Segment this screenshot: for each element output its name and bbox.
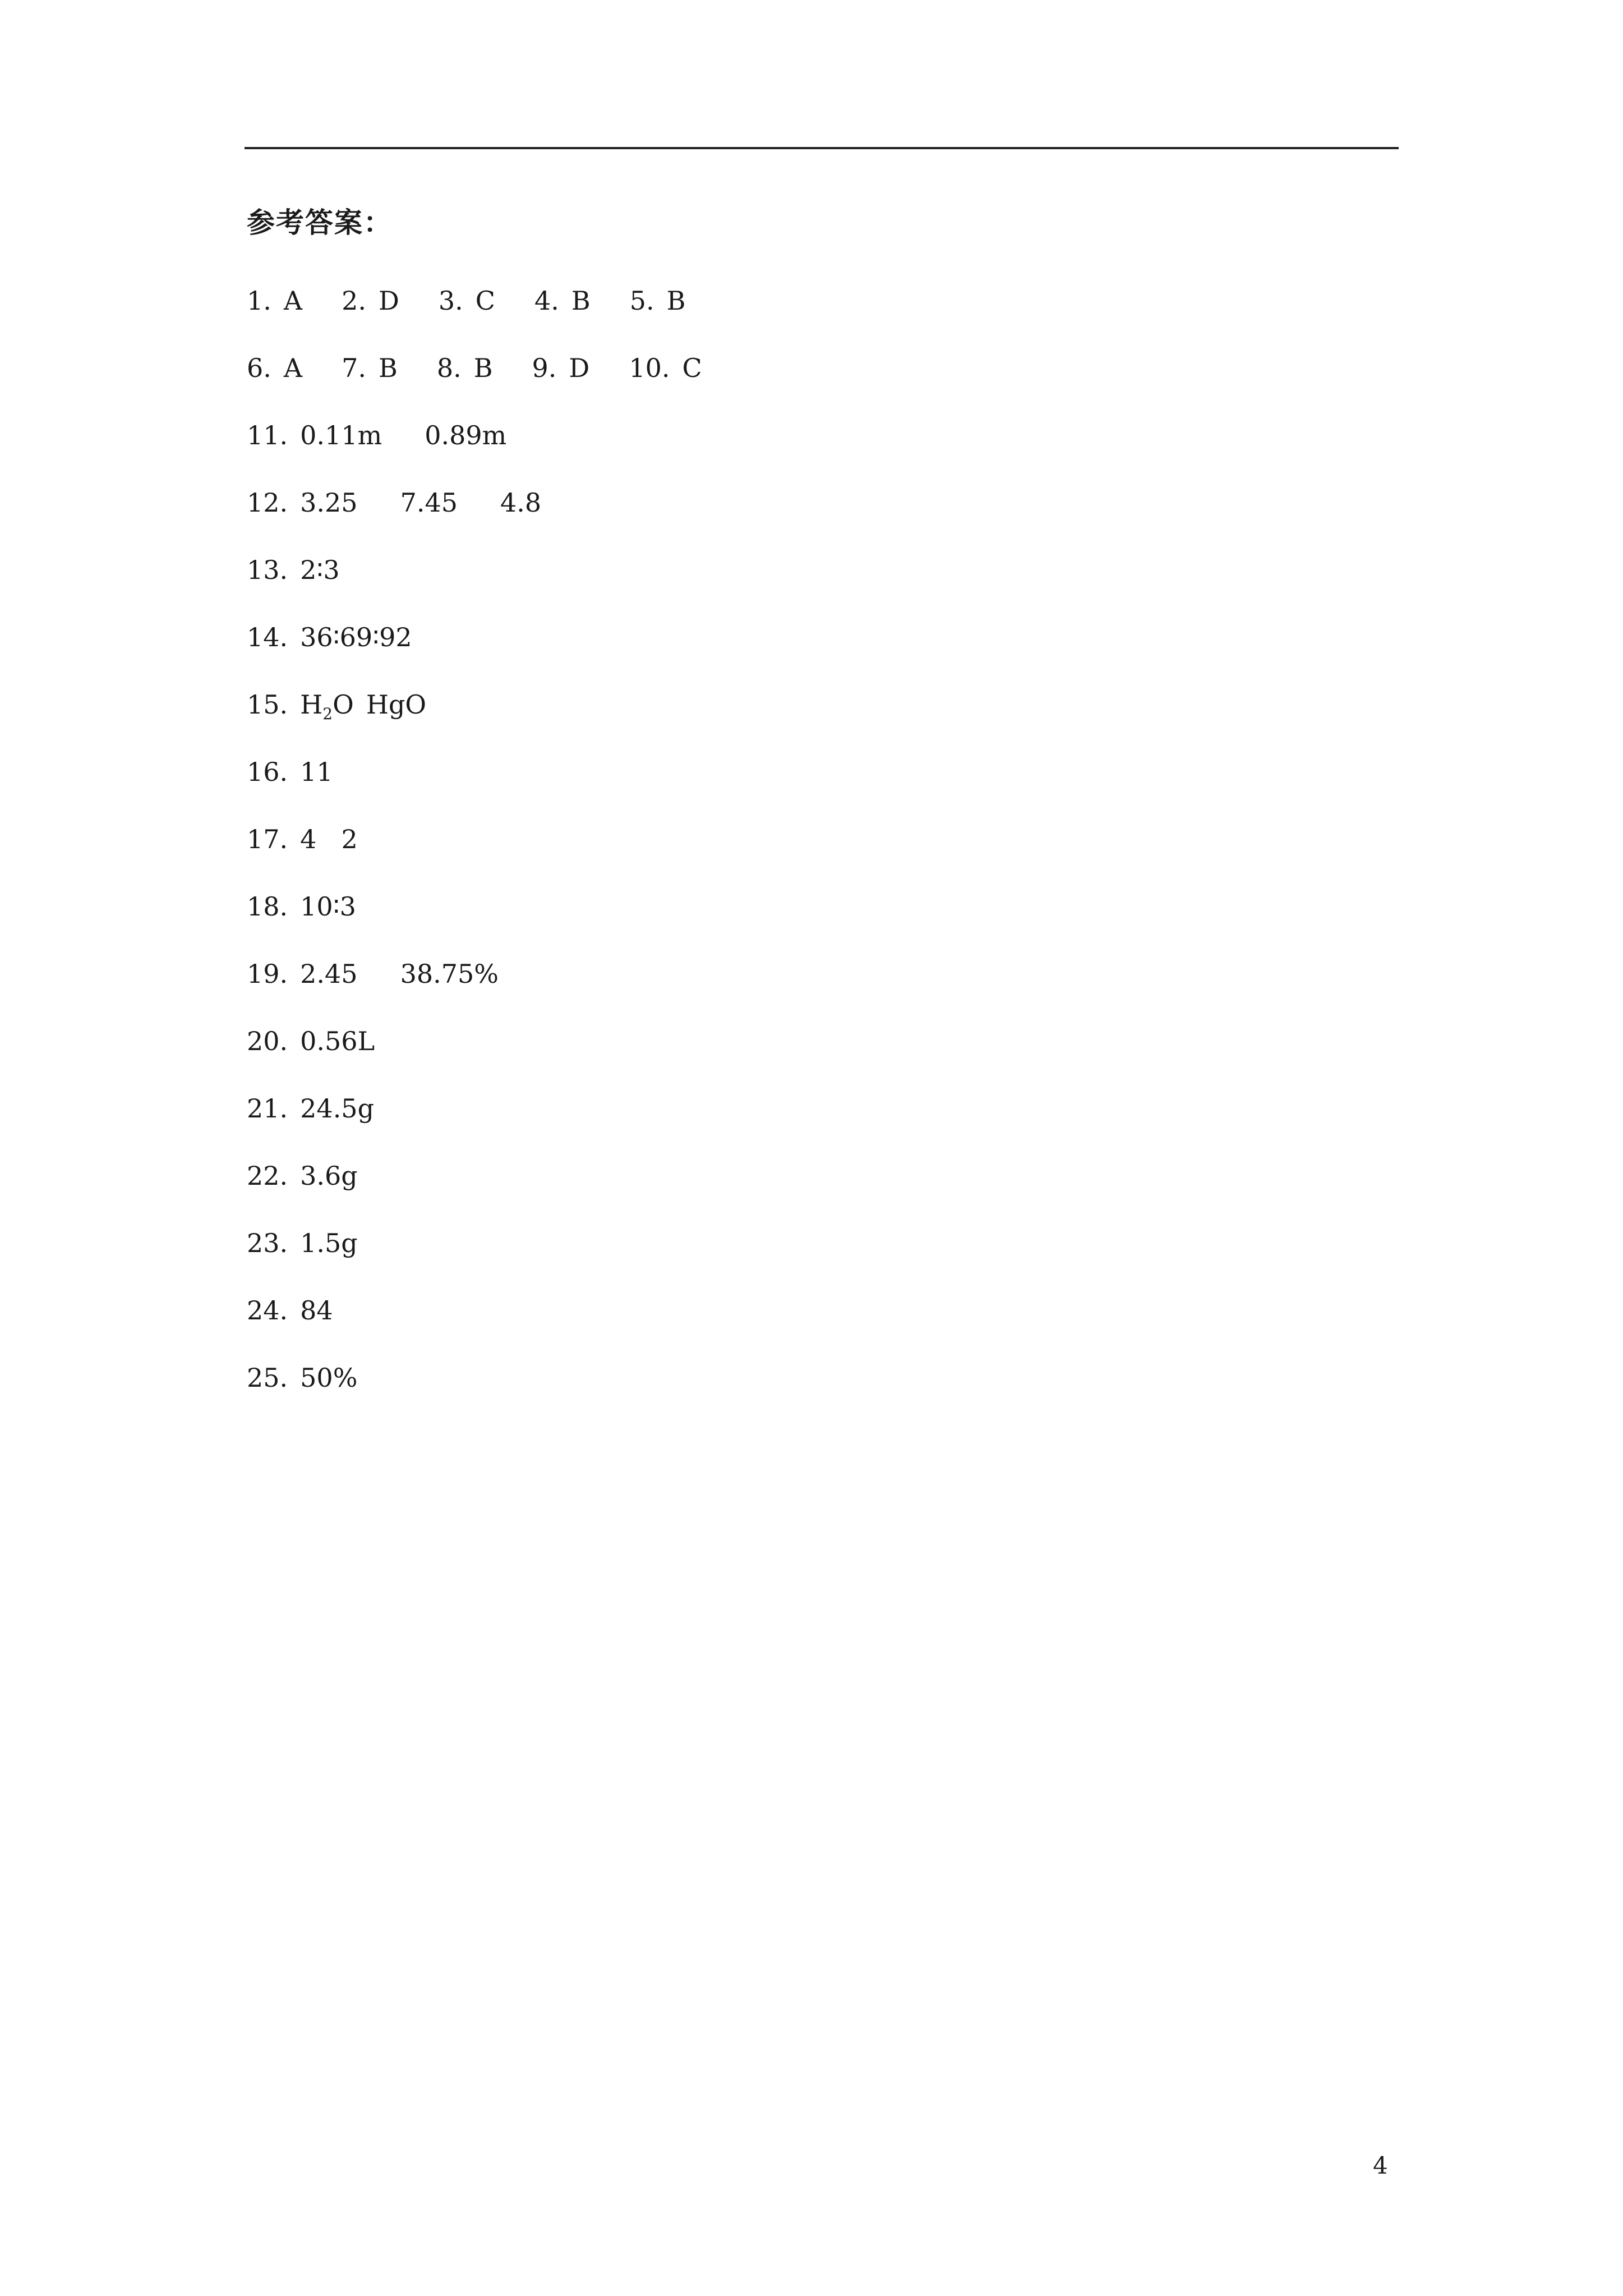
answer-letter: B: [571, 286, 591, 316]
answer-value: 2∶3: [300, 555, 340, 585]
answer-value: 84: [300, 1295, 333, 1326]
question-number: 15.: [247, 689, 288, 720]
question-number: 11.: [247, 420, 288, 450]
question-number: 12.: [247, 487, 288, 518]
question-number: 18.: [247, 891, 288, 922]
answer-value: 0.89m: [425, 420, 507, 450]
answer-letter: B: [666, 286, 686, 316]
answer-value: 3.6g: [300, 1161, 358, 1191]
header-rule: [245, 147, 1399, 149]
question-number: 10.: [629, 353, 670, 383]
question-number: 9.: [532, 353, 557, 383]
question-number: 19.: [247, 959, 288, 989]
answer-value: 36∶69∶92: [300, 622, 412, 652]
question-number: 5.: [629, 286, 654, 316]
question-number: 14.: [247, 622, 288, 652]
choice-answer: [342, 285, 399, 316]
choice-answer: [342, 352, 398, 384]
answer-letter: A: [283, 286, 303, 316]
answer-value: 4.8: [500, 487, 542, 518]
choice-answer: [437, 352, 493, 384]
answer-value: 38.75%: [400, 959, 499, 989]
answer-value: 2.45: [300, 959, 358, 989]
answer-row-15: [247, 689, 702, 756]
choice-answer: [247, 285, 302, 316]
answer-value: 3.25: [300, 487, 358, 518]
choice-answer: [439, 285, 495, 316]
answer-value: 0.56L: [300, 1026, 375, 1056]
question-number: 20.: [247, 1026, 288, 1056]
answer-letter: B: [473, 353, 493, 383]
question-number: 3.: [438, 286, 463, 316]
question-number: 24.: [247, 1295, 288, 1326]
choice-answer: [532, 352, 590, 384]
choice-group: [247, 352, 702, 384]
question-number: 13.: [247, 555, 288, 585]
answer-row-22: [247, 1160, 702, 1227]
answer-row-19: [247, 958, 702, 1025]
question-number: 8.: [436, 353, 462, 383]
answer-row-24: [247, 1295, 702, 1362]
answer-letter: B: [379, 353, 398, 383]
answer-value: 2: [341, 824, 358, 854]
choice-answer: [534, 285, 591, 316]
formula-element: H: [300, 689, 323, 720]
question-number: 21.: [247, 1093, 288, 1124]
answer-list: [247, 285, 702, 1429]
answer-row-13: [247, 554, 702, 622]
answer-value: 1.5g: [300, 1228, 358, 1258]
answer-row-12: [247, 487, 702, 554]
answer-value: 4: [300, 824, 317, 854]
page-title: 参考答案：: [247, 206, 393, 239]
answer-letter: D: [379, 286, 399, 316]
answer-value: 24.5g: [300, 1093, 375, 1124]
answer-row-18: [247, 891, 702, 958]
question-number: 6.: [247, 353, 271, 383]
answer-value: 11: [300, 757, 333, 787]
question-number: 22.: [247, 1161, 288, 1191]
question-number: 25.: [247, 1363, 288, 1393]
answer-row-23: [247, 1227, 702, 1295]
question-number: 4.: [534, 286, 559, 316]
answer-value: 7.45: [400, 487, 458, 518]
page-number: 4: [1373, 2152, 1388, 2179]
answer-row-14: [247, 622, 702, 689]
answer-row-20: [247, 1025, 702, 1093]
answer-value: 0.11m: [300, 420, 382, 450]
question-number: 16.: [247, 757, 288, 787]
answer-row-16: [247, 756, 702, 823]
answer-value: 10∶3: [300, 891, 356, 922]
answer-row-1-5: [247, 285, 702, 352]
chemical-formula-water: [300, 689, 354, 723]
question-number: 17.: [247, 824, 288, 854]
formula-subscript: 2: [322, 705, 333, 723]
chemical-formula-mercury-oxide: HgO: [366, 689, 427, 720]
answer-row-6-10: [247, 352, 702, 420]
choice-group: [247, 285, 685, 316]
answer-row-11: [247, 420, 702, 487]
answer-row-21: [247, 1093, 702, 1160]
answer-letter: D: [569, 353, 590, 383]
choice-answer: [629, 352, 702, 384]
question-number: 7.: [342, 353, 367, 383]
choice-answer: [630, 285, 686, 316]
question-number: 1.: [247, 286, 271, 316]
formula-element: O: [333, 689, 354, 720]
answer-letter: C: [475, 286, 495, 316]
answer-letter: A: [283, 353, 303, 383]
answer-value: 50%: [300, 1363, 358, 1393]
question-number: 2.: [342, 286, 367, 316]
choice-answer: [247, 352, 302, 384]
answer-letter: C: [682, 353, 702, 383]
answer-row-25: [247, 1362, 702, 1429]
answer-row-17: [247, 823, 702, 891]
question-number: 23.: [247, 1228, 288, 1258]
